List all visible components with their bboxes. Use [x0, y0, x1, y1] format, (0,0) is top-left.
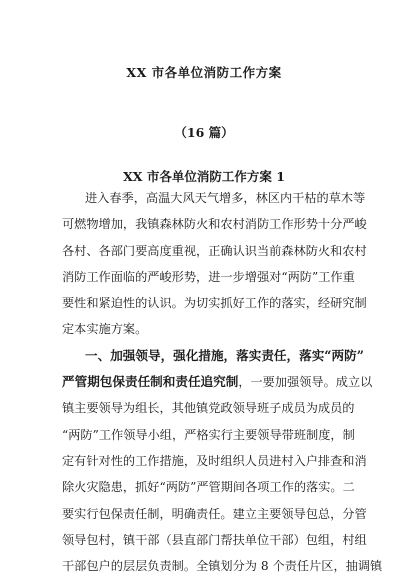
- text-line: [62, 501, 367, 527]
- line-text: 干部包户的层层负责制。全镇划分为 8 个责任片区，抽调镇: [62, 559, 383, 574]
- text-line: [62, 448, 367, 474]
- text-line: [62, 290, 367, 316]
- text-line: [62, 395, 355, 421]
- line-text: ，一要加强领导。成立以: [238, 375, 373, 390]
- section-title: XX 市各单位消防工作方案 1: [123, 169, 285, 184]
- text-line: [62, 527, 367, 553]
- line-text: “两防”工作领导小组，严格实行主要领导带班制度，制: [62, 427, 355, 442]
- line-text: 镇主要领导为组长，其他镇党政领导班子成员为成员的: [62, 401, 355, 416]
- text-line: [62, 369, 373, 395]
- line-text: 要实行包保责任制，明确责任。建立主要领导包总，分管: [62, 506, 367, 521]
- text-line: [62, 185, 366, 211]
- line-text: 要性和紧迫性的认识。为切实抓好工作的落实，经研究制: [62, 296, 367, 311]
- line-text: 可燃物增加，我镇森林防火和农村消防工作形势十分严峻: [62, 217, 367, 232]
- line-text: 进入春季，高温大风天气增多，林区内干枯的草木等: [85, 191, 366, 205]
- text-line: [62, 474, 355, 500]
- line-text: 定有针对性的工作措施，及时组织人员进村入户排查和消: [62, 453, 367, 468]
- line-text: 各村、各部门要高度重视，正确认识当前森林防火和农村: [62, 243, 367, 258]
- text-line: [62, 343, 364, 369]
- body-text: [62, 185, 383, 579]
- line-text: 消防工作面临的严峻形势，进一步增强对“两防”工作重: [62, 269, 355, 284]
- bold-heading-text: 严管期包保责任制和责任追究制: [62, 374, 239, 390]
- line-text: 定本实施方案。: [62, 322, 148, 337]
- text-line: [62, 553, 383, 579]
- line-text: 除火灾隐患，抓好“两防”严管期间各项工作的落实。二: [62, 480, 355, 495]
- document-title: XX 市各单位消防工作方案: [126, 65, 282, 80]
- line-text: 领导包村，镇干部（县直部门帮扶单位干部）包组，村组: [62, 532, 367, 547]
- article-count: （16 篇）: [174, 125, 234, 140]
- text-line: [62, 211, 367, 237]
- text-line: [62, 238, 367, 264]
- text-line: [62, 264, 355, 290]
- text-line: [62, 422, 355, 448]
- bold-heading-text: 一、加强领导，强化措施，落实责任，落实“两防”: [85, 347, 364, 363]
- text-line: [62, 316, 342, 342]
